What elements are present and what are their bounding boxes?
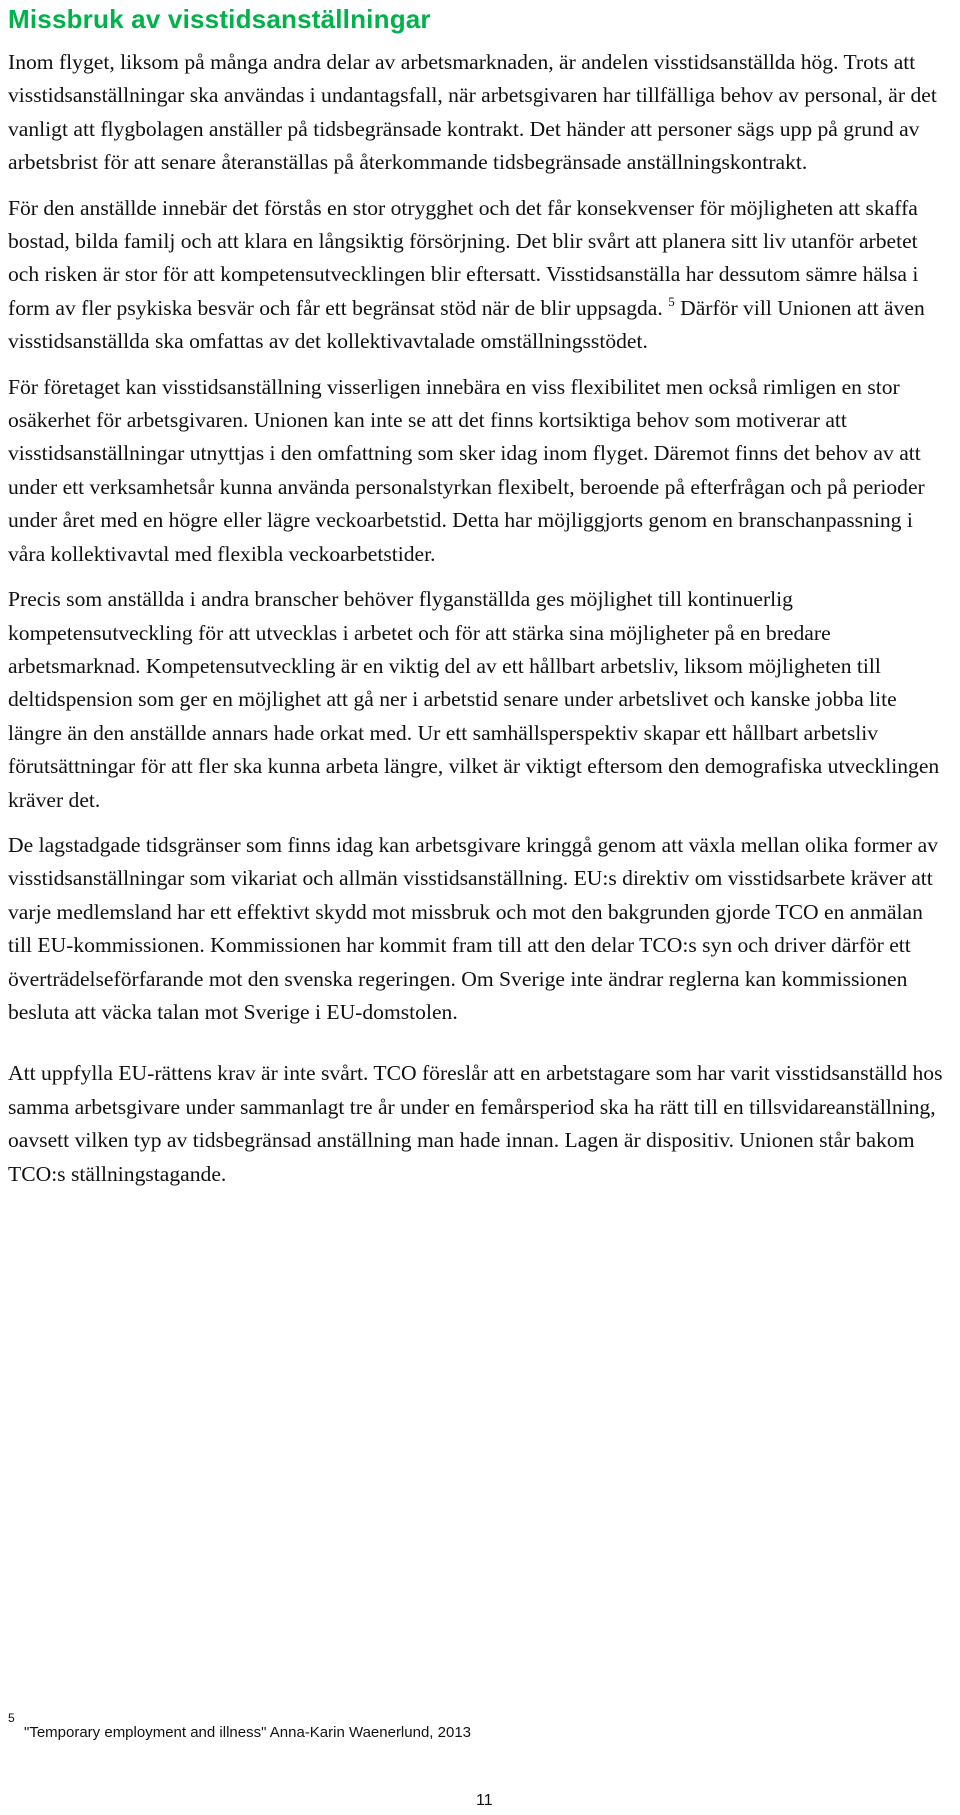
paragraph-3: För företaget kan visstidsanställning visserligen innebära en viss flexibilitet men också rimligen en stor osäkerhet för arbetsgivaren. Unionen kan inte se att det finns kortsiktiga behov som motiverar att visstidsanställningar utnyttjas i den omfattning som sker idag inom flyget. Däremot finns det behov av att under ett verksamhetsår kunna använda personalstyrkan flexibelt, beroende på efterfrågan och på perioder under året med en högre eller lägre veckoarbetstid. Detta har möjliggjorts genom en branschanpassning i våra kollektivavtal med flexibla veckoarbetstider. (8, 374, 925, 566)
paragraph-6: Att uppfylla EU-rättens krav är inte svårt. TCO föreslår att en arbetstagare som har varit visstidsanställd hos samma arbetsgivare under sammanlagt tre år under en femårsperiod ska ha rätt till en tillsvidareanställning, oavsett vilken typ av tidsbegränsad anställning man hade innan. Lagen är dispositiv. Unionen står bakom TCO:s ställningstagande. (8, 1061, 943, 1186)
body-text (8, 46, 948, 1203)
paragraph-5: De lagstadgade tidsgränser som finns idag kan arbetsgivare kringgå genom att växla mellan olika former av visstidsanställningar som vikariat och allmän visstidsanställning. EU:s direktiv om visstidsarbete kräver att varje medlemsland har ett effektivt skydd mot missbruk och mot den bakgrunden gjorde TCO en anmälan till EU-kommissionen. Kommissionen har kommit fram till att den delar TCO:s syn och driver därför ett överträdelseförfarande mot den svenska regeringen. Om Sverige inte ändrar reglerna kan kommissionen besluta att väcka talan mot Sverige i EU-domstolen. (8, 832, 939, 1024)
paragraph-2-text: För den anställde innebär det förstås en stor otrygghet och det får konsekvenser för möjligheten att skaffa bostad, bilda familj och att klara en långsiktig försörjning. Det blir svårt att planera sitt liv utanför arbetet och risken är stor för att kompetensutvecklingen blir eftersatt. Visstidsanställa har dessutom sämre hälsa i form av fler psykiska besvär och får ett begränsat stöd när de blir uppsagda. (8, 195, 919, 320)
paragraph-2-text-continued: Därför vill Unionen att även visstidsanställda ska omfattas av det kollektivavtalade omställningsstödet. (8, 295, 925, 354)
paragraph-1: Inom flyget, liksom på många andra delar av arbetsmarknaden, är andelen visstidsanställda hög. Trots att visstidsanställningar ska användas i undantagsfall, när arbetsgivaren har tillfälliga behov av personal, är det vanligt att flygbolagen anställer på tidsbegränsade kontrakt. Det händer att personer sägs upp på grund av arbetsbrist för att senare återanställas på återkommande tidsbegränsade anställningskontrakt. (8, 50, 937, 175)
footnote-number: 5 (8, 1711, 15, 1725)
footnote-reference: 5 (668, 293, 675, 309)
footnote-text: "Temporary employment and illness" Anna-Karin Waenerlund, 2013 (24, 1724, 471, 1741)
paragraph-2 (8, 192, 948, 359)
paragraph-4: Precis som anställda i andra branscher behöver flyganställda ges möjlighet till kontinuerlig kompetensutveckling för att utvecklas i arbetet och för att stärka sina möjligheter på en bredare arbetsmarknad. Kompetensutveckling är en viktig del av ett hållbart arbetsliv, liksom möjligheten till deltidspension som ger en möjlighet att gå ner i arbetstid senare under arbetslivet och kanske jobba lite längre än den anställde annars hade orkat med. Ur ett samhällsperspektiv skapar ett hållbart arbetsliv förutsättningar för att fler ska kunna arbeta längre, vilket är viktigt eftersom den demografiska utvecklingen kräver det. (8, 587, 940, 812)
page-number: 11 (476, 1792, 493, 1809)
page-title: Missbruk av visstidsanställningar (8, 4, 431, 34)
